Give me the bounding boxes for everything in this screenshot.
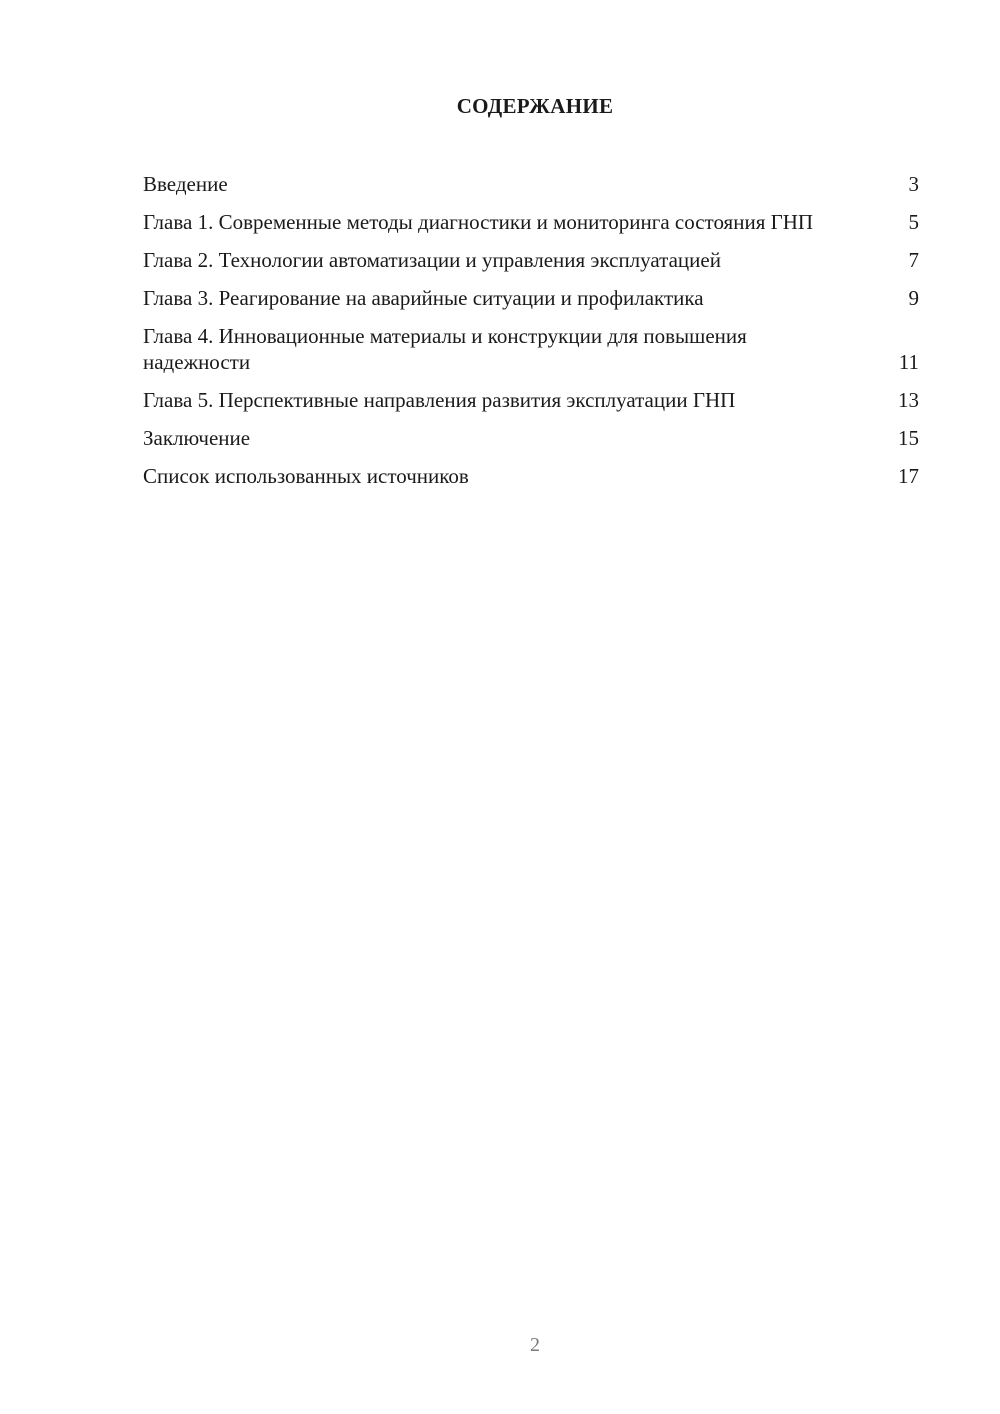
toc-entry-page: 7: [908, 248, 919, 272]
toc-entry: [143, 171, 919, 197]
page-title: СОДЕРЖАНИЕ: [456, 94, 614, 118]
toc-entry-text: Глава 5. Перспективные направления развития эксплуатации ГНП: [143, 388, 736, 412]
toc-entry: [143, 387, 919, 413]
toc-entry: [143, 209, 919, 235]
toc-entry-text: Введение: [143, 172, 228, 196]
toc-entry-text: Глава 2. Технологии автоматизации и управления эксплуатацией: [143, 248, 721, 272]
table-of-contents: [143, 171, 919, 501]
toc-entry-text: Глава 4. Инновационные материалы и конструкции для повышения надежности: [143, 324, 747, 374]
toc-entry-page: 5: [908, 210, 919, 234]
toc-entry: [143, 285, 919, 311]
page-number: 2: [530, 1334, 540, 1356]
toc-entry-page: 9: [908, 286, 919, 310]
toc-entry-page: 11: [898, 350, 919, 374]
toc-entry-text: Глава 3. Реагирование на аварийные ситуации и профилактика: [143, 286, 704, 310]
toc-entry: [143, 323, 919, 375]
toc-entry-page: 13: [898, 388, 919, 412]
toc-entry-text: Глава 1. Современные методы диагностики и мониторинга состояния ГНП: [143, 210, 814, 234]
toc-entry-page: 3: [908, 172, 919, 196]
toc-entry: [143, 425, 919, 451]
toc-entry-page: 15: [898, 426, 919, 450]
toc-entry-text: Список использованных источников: [143, 464, 469, 488]
toc-entry-text: Заключение: [143, 426, 251, 450]
toc-entry-page: 17: [898, 464, 919, 488]
toc-entry: [143, 463, 919, 489]
toc-entry: [143, 247, 919, 273]
